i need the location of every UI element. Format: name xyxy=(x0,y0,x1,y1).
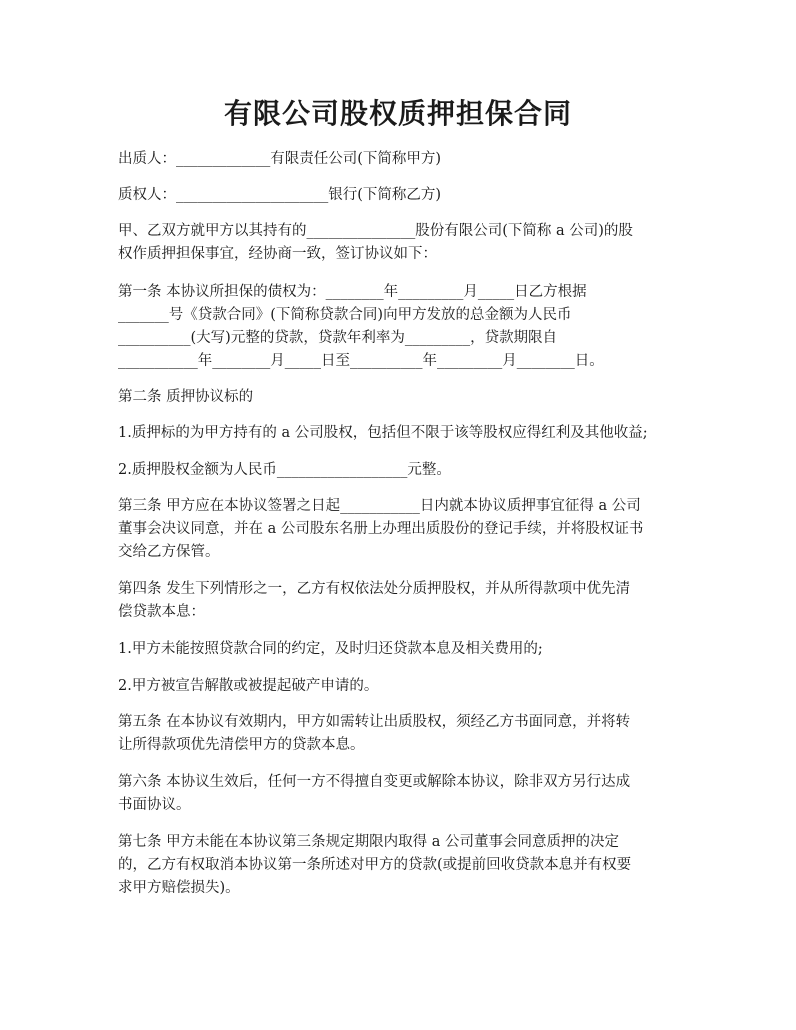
text-line: 2.甲方被宣告解散或被提起破产申请的。 xyxy=(118,678,379,694)
document-title: 有限公司股权质押担保合同 xyxy=(223,97,572,130)
text-line: 求甲方赔偿损失)。 xyxy=(118,880,240,896)
text-line: 第四条 发生下列情形之一，乙方有权依法处分质押股权，并从所得款项中优先清 xyxy=(118,581,631,597)
text-line: 董事会决议同意，并在 a 公司股东名册上办理出质股份的登记手续，并将股权证书 xyxy=(118,521,644,537)
text-line: 权作质押担保事宜，经协商一致，签订协议如下： xyxy=(118,246,437,262)
text-line: 的，乙方有权取消本协议第一条所述对甲方的贷款(或提前回收贷款本息并有权要 xyxy=(118,857,632,873)
text-line: 质权人：_____________________银行(下简称乙方) xyxy=(118,187,442,203)
article-6 xyxy=(118,771,684,817)
text-line: 第一条 本协议所担保的债权为：________年_________月_____日乙方根据 xyxy=(118,284,587,300)
text-line: 让所得款项优先清偿甲方的贷款本息。 xyxy=(118,737,365,753)
article-2-heading xyxy=(118,386,684,409)
article-5 xyxy=(118,711,684,757)
article-7 xyxy=(118,831,684,900)
text-line: 1.质押标的为甲方持有的 a 公司股权，包括但不限于该等股权应得红利及其他收益; xyxy=(118,425,648,441)
text-line: 1.甲方未能按照贷款合同的约定，及时归还贷款本息及相关费用的; xyxy=(118,641,543,657)
clause-pledgor xyxy=(118,148,684,171)
clause-pledgee xyxy=(118,184,684,207)
clause-preamble xyxy=(118,220,684,266)
article-1 xyxy=(118,281,684,373)
article-4-item-2 xyxy=(118,675,684,698)
text-line: 甲、乙双方就甲方以其持有的_______________股份有限公司(下简称 a 公司)的股 xyxy=(118,223,633,239)
text-line: 交给乙方保管。 xyxy=(118,544,220,560)
text-line: 书面协议。 xyxy=(118,797,191,813)
text-line: 2.质押股权金额为人民币__________________元整。 xyxy=(118,462,451,478)
article-2-item-2 xyxy=(118,459,684,482)
text-line: 第二条 质押协议标的 xyxy=(118,389,254,405)
text-line: 偿贷款本息： xyxy=(118,604,205,620)
text-line: 出质人：_____________有限责任公司(下简称甲方) xyxy=(118,151,442,167)
text-line: 第三条 甲方应在本协议签署之日起___________日内就本协议质押事宜征得 a 公司 xyxy=(118,498,641,514)
text-line: 第五条 在本协议有效期内，甲方如需转让出质股权，须经乙方书面同意，并将转 xyxy=(118,714,631,730)
text-line: _______号《贷款合同》(下简称贷款合同)向甲方发放的总金额为人民币 xyxy=(118,307,572,323)
text-line: 第六条 本协议生效后，任何一方不得擅自变更或解除本协议，除非双方另行达成 xyxy=(118,774,631,790)
article-2-item-1 xyxy=(118,422,684,445)
article-4 xyxy=(118,578,684,624)
text-line: __________(大写)元整的贷款，贷款年利率为_________，贷款期限自 xyxy=(118,330,558,346)
text-line: ___________年________月_____日至__________年_________月________日。 xyxy=(118,353,604,369)
article-3 xyxy=(118,495,684,564)
text-line: 第七条 甲方未能在本协议第三条规定期限内取得 a 公司董事会同意质押的决定 xyxy=(118,834,619,850)
article-4-item-1 xyxy=(118,638,684,661)
